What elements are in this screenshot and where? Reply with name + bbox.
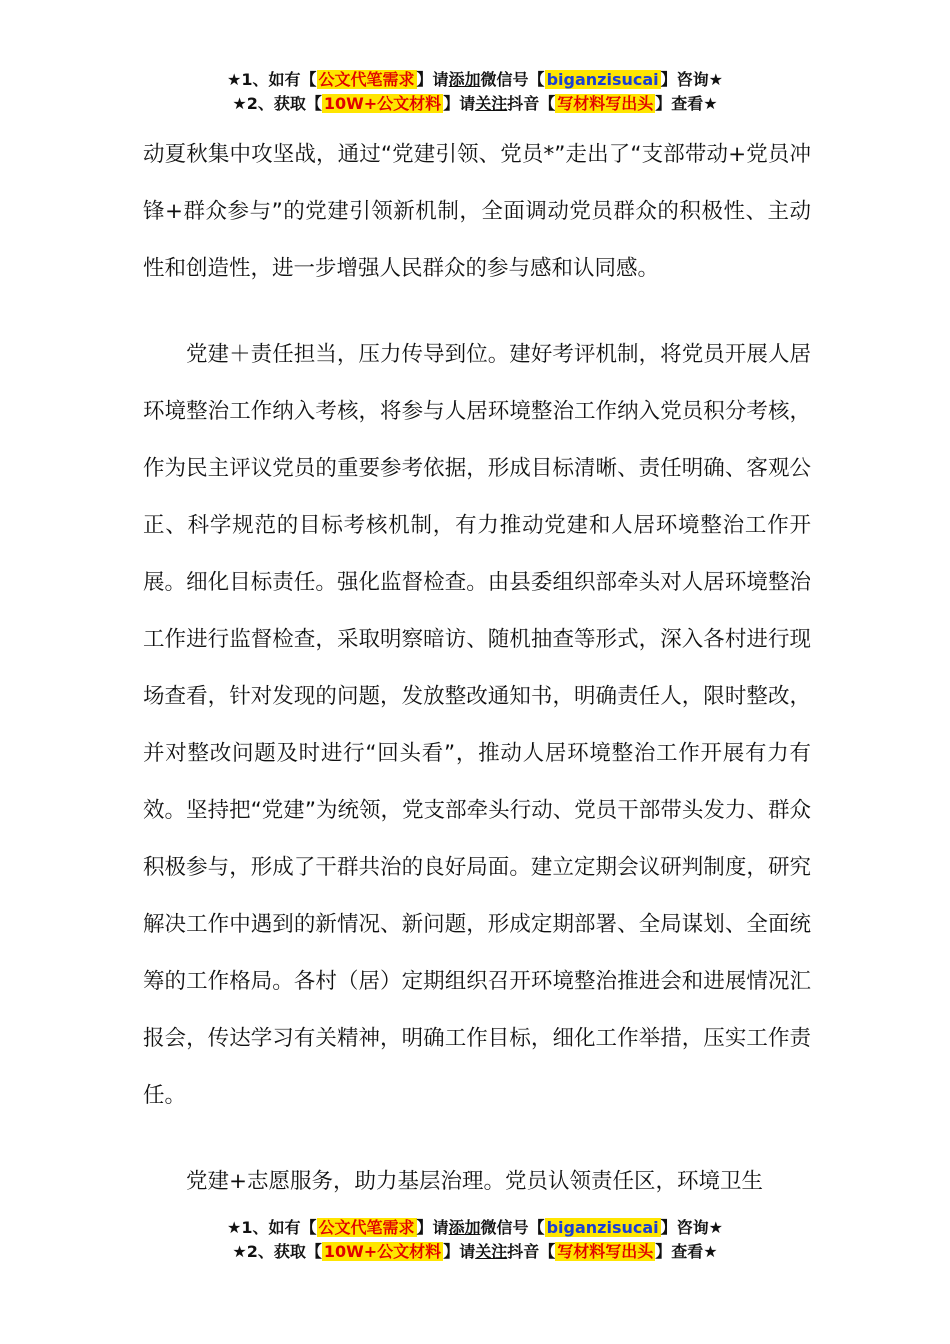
banner-text: 】请 xyxy=(416,70,449,89)
header-banner xyxy=(0,68,950,116)
banner-highlight: 写材料写出头 xyxy=(557,94,654,113)
banner-text: ★2、获取【 xyxy=(232,1242,322,1261)
banner-line-1 xyxy=(0,1216,950,1240)
paragraph-volunteer: 党建+志愿服务，助力基层治理。党员认领责任区，环境卫生 xyxy=(186,1169,764,1194)
banner-emphasis: 关注 xyxy=(475,94,508,113)
paragraph-continuation: 动夏秋集中攻坚战，通过“党建引领、党员*”走出了“支部带动+党员冲锋+群众参与”的党建引领新机制，全面调动党员群众的积极性、主动性和创造性，进一步增强人民群众的参与感和认同感。 xyxy=(143,142,811,281)
footer-banner xyxy=(0,1216,950,1264)
banner-text: 微信号【 xyxy=(480,70,545,89)
banner-text: 微信号【 xyxy=(480,1218,545,1237)
banner-highlight: biganzisucai xyxy=(546,1218,659,1237)
banner-emphasis: 关注 xyxy=(475,1242,508,1261)
banner-emphasis: 添加 xyxy=(448,70,481,89)
banner-highlight: 公文代笔需求 xyxy=(318,1218,415,1237)
banner-highlight: 写材料写出头 xyxy=(557,1242,654,1261)
banner-text: 】请 xyxy=(443,94,476,113)
banner-text: 】查看★ xyxy=(655,1242,718,1261)
banner-highlight: 公文代笔需求 xyxy=(318,70,415,89)
banner-line-2 xyxy=(0,92,950,116)
banner-text: 】咨询★ xyxy=(660,1218,723,1237)
banner-text: ★1、如有【 xyxy=(227,1218,317,1237)
banner-line-2 xyxy=(0,1240,950,1264)
banner-highlight: 10W+公文材料 xyxy=(323,1242,442,1261)
banner-text: 】咨询★ xyxy=(660,70,723,89)
document-body xyxy=(143,126,811,1210)
banner-text: 抖音【 xyxy=(507,94,556,113)
banner-text: ★1、如有【 xyxy=(227,70,317,89)
banner-text: 】请 xyxy=(443,1242,476,1261)
paragraph-gap xyxy=(143,297,811,326)
banner-text: ★2、获取【 xyxy=(232,94,322,113)
paragraph-responsibility: 党建＋责任担当，压力传导到位。建好考评机制，将党员开展人居环境整治工作纳入考核，将参与人居环境整治工作纳入党员积分考核，作为民主评议党员的重要参考依据，形成目标清晰、责任明确、客观公正、科学规范的目标考核机制，有力推动党建和人居环境整治工作开展。细化目标责任。强化监督检查。由县委组织部牵头对人居环境整治工作进行监督检查，采取明察暗访、随机抽查等形式，深入各村进行现场查看，针对发现的问题，发放整改通知书，明确责任人，限时整改，并对整改问题及时进行“回头看”，推动人居环境整治工作开展有力有效。坚持把“党建”为统领，党支部牵头行动、党员干部带头发力、群众积极参与，形成了干群共治的良好局面。建立定期会议研判制度，研究解决工作中遇到的新情况、新问题，形成定期部署、全局谋划、全面统筹的工作格局。各村（居）定期组织召开环境整治推进会和进展情况汇报会，传达学习有关精神，明确工作目标，细化工作举措，压实工作责任。 xyxy=(143,342,811,1108)
banner-emphasis: 添加 xyxy=(448,1218,481,1237)
banner-line-1 xyxy=(0,68,950,92)
banner-highlight: 10W+公文材料 xyxy=(323,94,442,113)
banner-text: 】请 xyxy=(416,1218,449,1237)
banner-text: 抖音【 xyxy=(507,1242,556,1261)
banner-text: 】查看★ xyxy=(655,94,718,113)
banner-highlight: biganzisucai xyxy=(546,70,659,89)
paragraph-gap xyxy=(143,1124,811,1153)
